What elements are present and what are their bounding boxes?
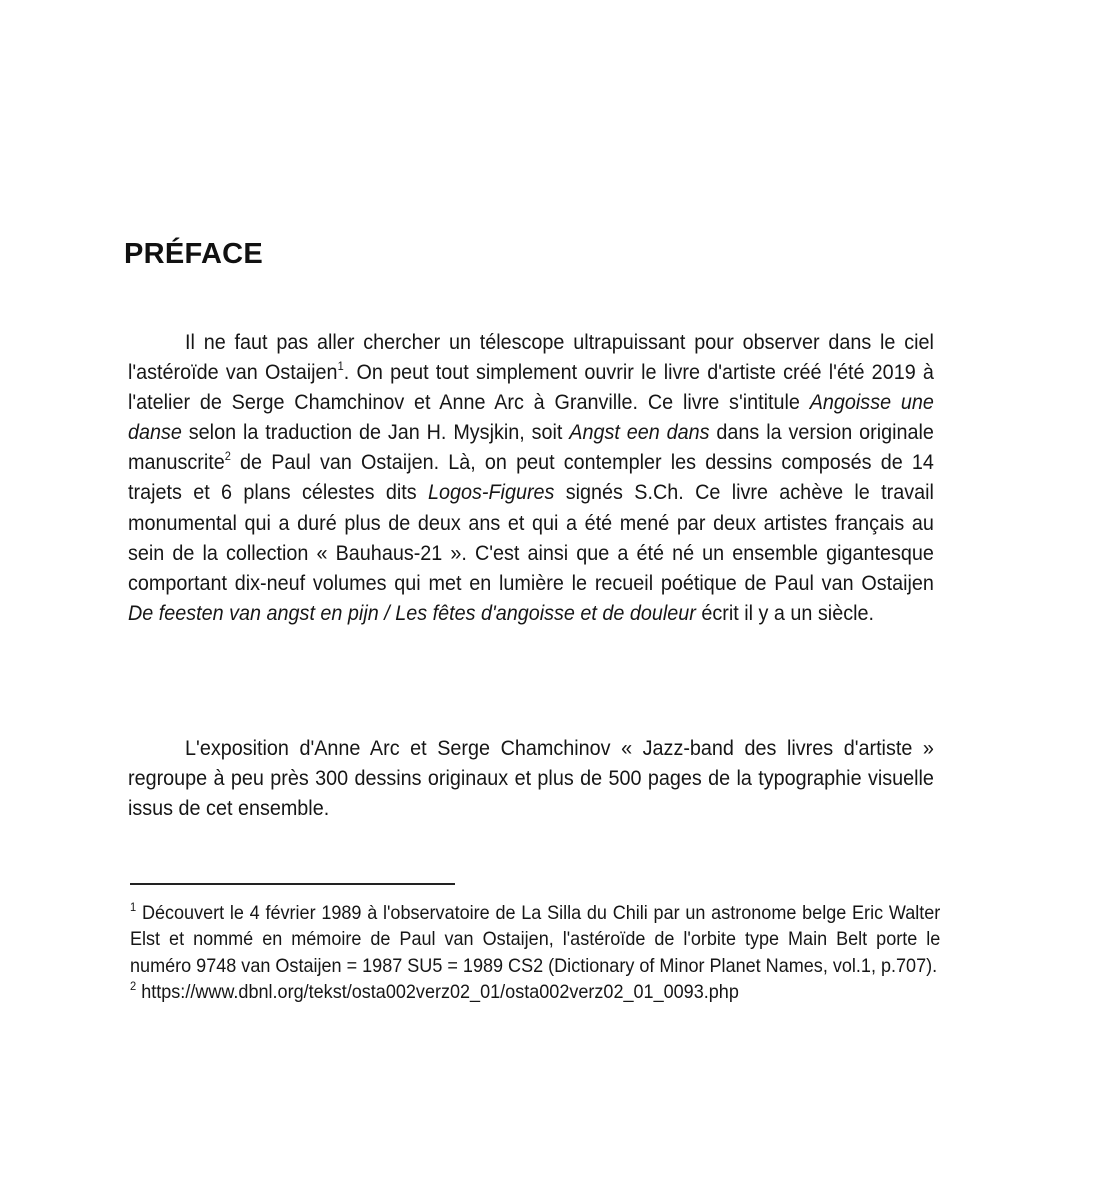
italic-title-feesten: De feesten van angst en pijn / Les fêtes d'angoisse et de douleur [128,600,696,625]
footnote-marker: 2 [130,979,137,994]
italic-title-angst: Angst een dans [569,420,710,445]
italic-title-angoisse: Angoisse une danse [128,390,934,445]
text-segment: . On peut tout simplement ouvrir le livre d'artiste créé l'été 2019 à l'atelier de Serge Chamchinov et Anne Arc à Granville. Ce livre s'intitule [128,360,934,415]
footnote-text: Découvert le 4 février 1989 à l'observatoire de La Silla du Chili par un astronome belge Eric Walter Elst et nommé en mémoire de Paul van Ostaijen, l'astéroïde de l'orbite type Main Belt porte le numéro 9748 van Ostaijen = 1987 SU5 = 1989 CS2 (Dictionary of Minor Planet Names, vol.1, p.707). [130,902,941,977]
text-segment: selon la traduction de Jan H. Mysjkin, soit [181,420,570,445]
paragraph-2 [128,733,934,823]
footnote-ref-1[interactable]: 1 [337,359,344,374]
footnotes [130,900,940,1006]
footnote-separator [130,883,455,885]
text-segment: L'exposition d'Anne Arc et Serge Chamchinov « Jazz-band des livres d'artiste » regroupe à peu près 300 dessins originaux et plus de 500 pages de la typographie visuelle issus de cet ensemble. [128,736,934,821]
text-segment: signés S.Ch. Ce livre achève le travail monumental qui a duré plus de deux ans et qui a été mené par deux artistes français au sein de la collection « Bauhaus-21 ». C'est ainsi que a été né un ensemble gigantesque comportant dix-neuf volumes qui met en lumière le recueil poétique de Paul van Ostaijen [128,480,934,595]
text-segment: écrit il y a un siècle. [695,600,874,625]
footnote-link[interactable]: https://www.dbnl.org/tekst/osta002verz02_01/osta002verz02_01_0093.php [141,981,739,1004]
footnote-marker: 1 [130,900,137,914]
italic-logos-figures: Logos-Figures [427,480,555,505]
footnote-2 [130,979,940,1005]
text-segment: Il ne faut pas aller chercher un télescope ultrapuissant pour observer dans le ciel l'astéroïde van Ostaijen [128,330,934,385]
footnote-ref-2[interactable]: 2 [224,449,231,464]
paragraph-1 [128,327,934,628]
text-segment: de Paul van Ostaijen. Là, on peut contempler les dessins composés de 14 trajets et 6 plans célestes dits [128,450,934,505]
page-title: PRÉFACE [124,238,264,270]
footnote-1 [130,900,940,979]
text-segment: dans la version originale manuscrite [128,420,934,475]
